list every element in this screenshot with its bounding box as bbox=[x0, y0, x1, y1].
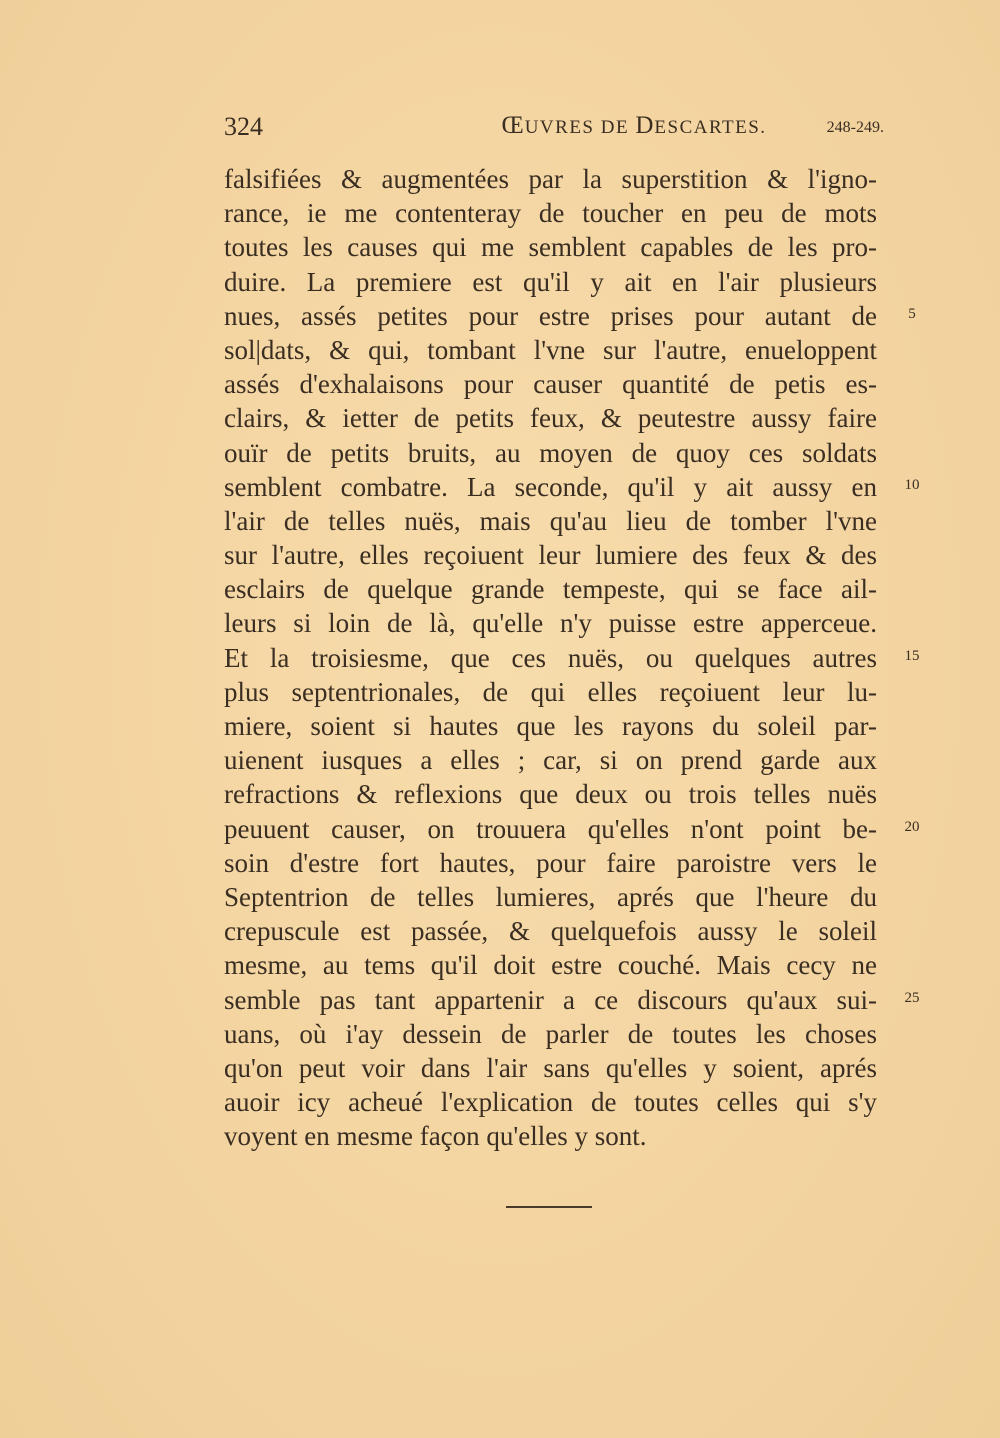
folio-range: 248-249. bbox=[826, 119, 884, 136]
running-title bbox=[501, 112, 766, 140]
text-line: qu'on peut voir dans l'air sans qu'elles y soient, aprés bbox=[224, 1052, 877, 1083]
text-line: soin d'estre fort hautes, pour faire paroistre vers le bbox=[224, 847, 877, 878]
text-line: semble pas tant appartenir a ce discours qu'aux sui- bbox=[224, 984, 877, 1015]
text-line: rance, ie me contenteray de toucher en peu de mots bbox=[224, 198, 877, 229]
text-line: ouïr de petits bruits, au moyen de quoy ces soldats bbox=[224, 437, 877, 468]
text-line: toutes les causes qui me semblent capables de les pro- bbox=[224, 232, 877, 263]
running-header bbox=[224, 112, 884, 152]
text-line: crepuscule est passée, & quelquefois aussy le soleil bbox=[224, 916, 877, 947]
text-line: leurs si loin de là, qu'elle n'y puisse estre apperceue. bbox=[224, 608, 877, 639]
line-number: 20 bbox=[904, 819, 920, 835]
line-number: 15 bbox=[904, 648, 920, 664]
text-line: assés d'exhalaisons pour causer quantité de petis es- bbox=[224, 369, 877, 400]
text-line: miere, soient si hautes que les rayons du soleil par- bbox=[224, 711, 877, 741]
text-line: uans, où i'ay dessein de parler de toutes les choses bbox=[224, 1018, 877, 1049]
text-line: falsifiées & augmentées par la superstition & l'igno- bbox=[224, 164, 877, 194]
line-number: 10 bbox=[904, 477, 920, 493]
text-line: clairs, & ietter de petits feux, & peutestre aussy faire bbox=[224, 403, 877, 434]
line-number: 25 bbox=[904, 990, 920, 1006]
text-line: mesme, au tems qu'il doit estre couché. Mais cecy ne bbox=[224, 950, 877, 981]
text-line: l'air de telles nuës, mais qu'au lieu de tomber l'vne bbox=[224, 505, 877, 536]
text-line: refractions & reflexions que deux ou trois telles nuës bbox=[224, 779, 877, 810]
text-line: auoir icy acheué l'explication de toutes celles qui s'y bbox=[224, 1087, 877, 1118]
title-smallcaps: UVRES DE bbox=[524, 117, 636, 138]
text-line: plus septentrionales, de qui elles reçoiuent leur lu- bbox=[224, 676, 877, 707]
title-initial: Œ bbox=[501, 112, 525, 139]
text-line: esclairs de quelque grande tempeste, qui se face ail- bbox=[224, 574, 877, 605]
text-line: semblent combatre. La seconde, qu'il y ait aussy en bbox=[224, 471, 877, 502]
end-rule-divider bbox=[506, 1206, 592, 1208]
text-line: duire. La premiere est qu'il y ait en l'air plusieurs bbox=[224, 266, 877, 297]
text-line: sur l'autre, elles reçoiuent leur lumiere des feux & des bbox=[224, 540, 877, 571]
text-line: uienent iusques a elles ; car, si on prend garde aux bbox=[224, 745, 877, 776]
author-initial: D bbox=[635, 112, 655, 139]
text-line: peuuent causer, on trouuera qu'elles n'ont point be- bbox=[224, 813, 877, 844]
text-line: Et la troisiesme, que ces nuës, ou quelques autres bbox=[224, 642, 877, 673]
author-smallcaps: ESCARTES. bbox=[654, 117, 767, 138]
text-line-last: voyent en mesme façon qu'elles y sont. bbox=[224, 1121, 647, 1152]
text-line: sol|dats, & qui, tombant l'vne sur l'autre, enueloppent bbox=[224, 334, 877, 365]
line-number: 5 bbox=[908, 306, 916, 322]
text-line: nues, assés petites pour estre prises pour autant de bbox=[224, 300, 877, 331]
text-line: Septentrion de telles lumieres, aprés que l'heure du bbox=[224, 881, 877, 912]
body-text bbox=[224, 162, 877, 1153]
page-number: 324 bbox=[224, 112, 263, 141]
